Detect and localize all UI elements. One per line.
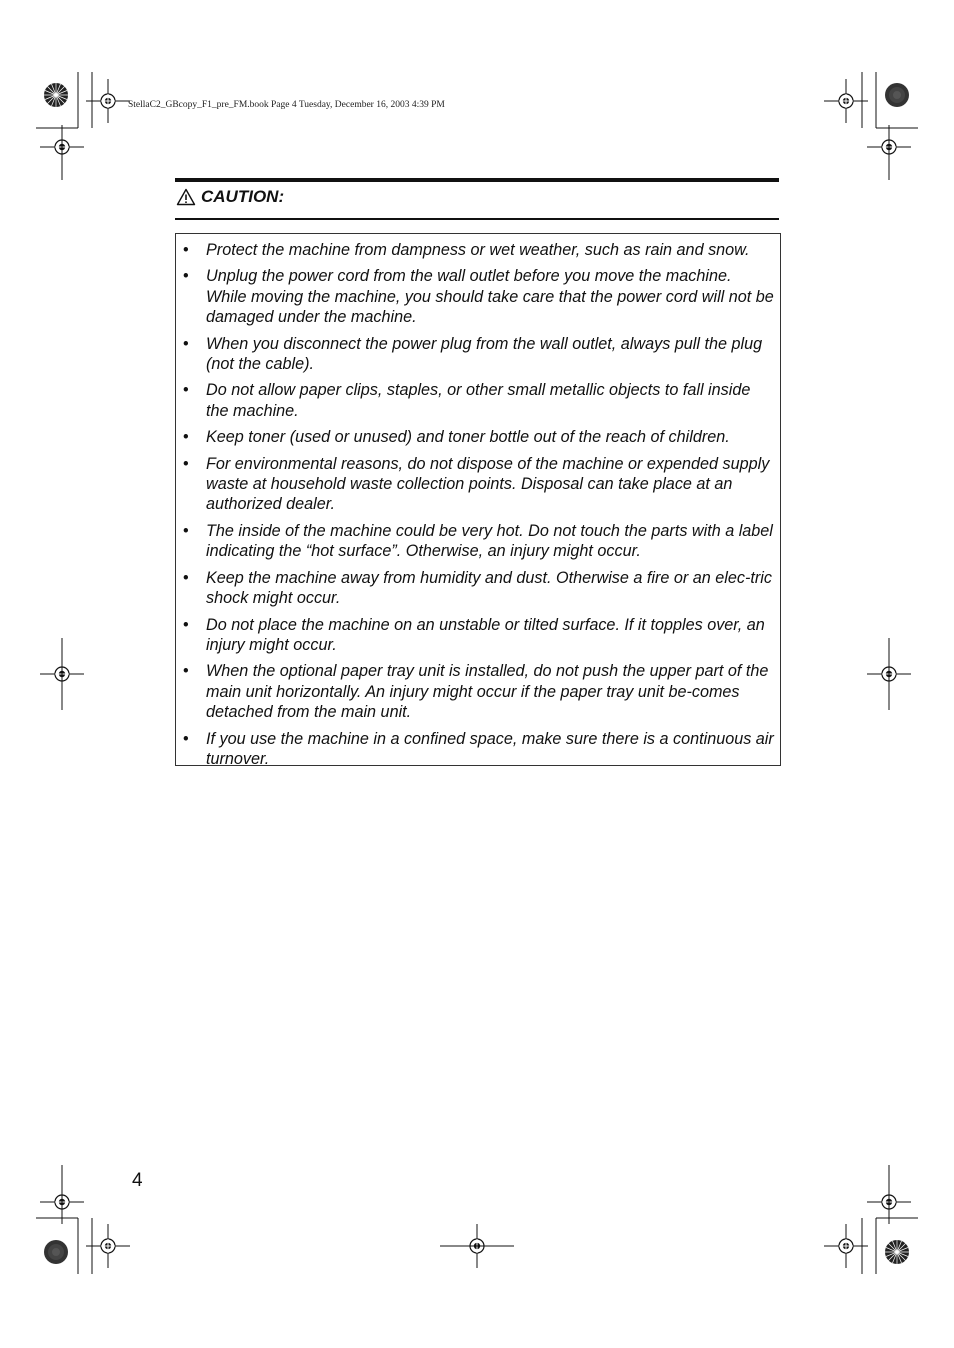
bullet: • [183, 615, 189, 634]
caution-rule-bottom [175, 218, 779, 220]
bullet: • [183, 729, 189, 748]
caution-item: • Unplug the power cord from the wall outlet before you move the machine. While moving the machine, you should take care that the power cord will not be damaged under the machine. [183, 267, 774, 327]
caution-item: • Keep the machine away from humidity and dust. Otherwise a fire or an elec-tric shock might occur. [183, 568, 772, 608]
bullet: • [183, 267, 189, 286]
caution-item: • Do not allow paper clips, staples, or other small metallic objects to fall inside the machine. [183, 381, 751, 420]
bullet: • [183, 428, 189, 447]
caution-box [175, 233, 781, 766]
caution-item: • For environmental reasons, do not dispose of the machine or expended supply waste at household waste collection points. Disposal can take place at an authorized dealer. [183, 454, 770, 514]
page-number: 4 [132, 1170, 143, 1191]
caution-heading [176, 187, 284, 207]
bullet: • [183, 454, 189, 473]
warning-triangle-icon [176, 188, 196, 206]
caution-item: • Protect the machine from dampness or wet weather, such as rain and snow. [183, 241, 750, 259]
bullet: • [183, 662, 189, 681]
caution-item: • Do not place the machine on an unstable or tilted surface. If it topples over, an injury might occur. [183, 615, 765, 654]
caution-item: • When the optional paper tray unit is installed, do not push the upper part of the main unit horizontally. An injury might occur if the paper tray unit be-comes detached from the main unit. [183, 662, 769, 722]
caution-item: • The inside of the machine could be very hot. Do not touch the parts with a label indicating the “hot surface”. Otherwise, an injury might occur. [183, 521, 773, 561]
bullet: • [183, 568, 189, 587]
caution-title: CAUTION: [201, 187, 285, 206]
caution-item: • If you use the machine in a confined space, make sure there is a continuous air turnover. [183, 729, 774, 768]
bullet: • [183, 334, 189, 353]
bullet: • [183, 241, 189, 259]
bullet: • [183, 521, 189, 540]
caution-item: • When you disconnect the power plug from the wall outlet, always pull the plug (not the cable). [183, 334, 763, 374]
print-slug-line: StellaC2_GBcopy_F1_pre_FM.book Page 4 Tuesday, December 16, 2003 4:39 PM [128, 100, 445, 110]
caution-item: • Keep toner (used or unused) and toner bottle out of the reach of children. [183, 428, 730, 447]
caution-list [176, 234, 780, 769]
bullet: • [183, 381, 189, 400]
caution-rule-top [175, 178, 779, 182]
